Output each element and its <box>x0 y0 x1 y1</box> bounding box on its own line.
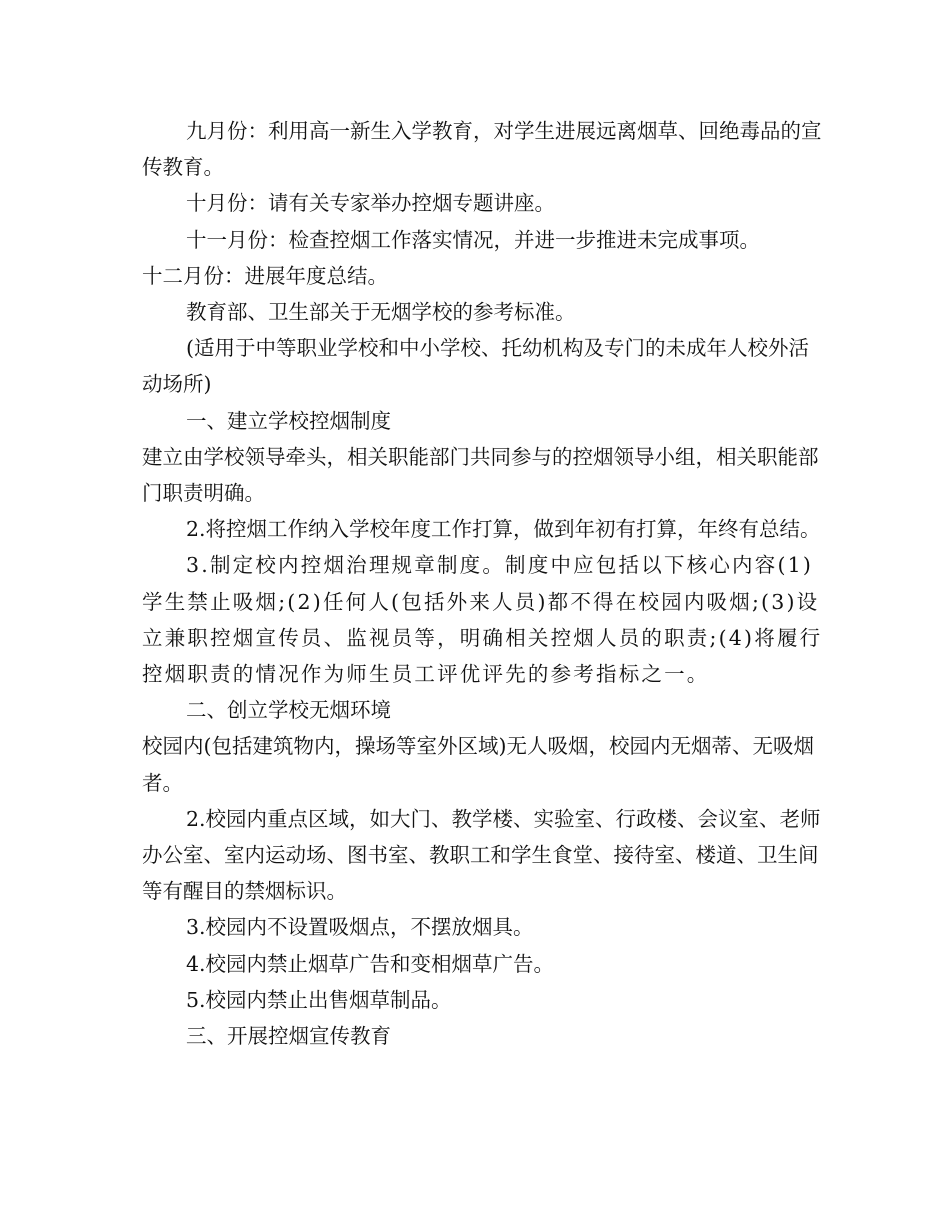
paragraph-scope-note: (适用于中等职业学校和中小学校、托幼机构及专门的未成年人校外活动场所) <box>142 336 809 397</box>
paragraph-1-2: 2.将控烟工作纳入学校年度工作打算，做到年初有打算，年终有总结。 <box>186 517 821 542</box>
paragraph-2-5: 5.校园内禁止出售烟草制品。 <box>186 987 452 1012</box>
paragraph-1-3: 3.制定校内控烟治理规章制度。制度中应包括以下核心内容(1)学生禁止吸烟;(2)任何人(包括外来人员)都不得在校园内吸烟;(3)设立兼职控烟宣传员、监视员等，明确相关控烟人员的职责;(4)将履行控烟职责的情况作为师生员工评优评先的参考指标之一。 <box>142 553 823 687</box>
paragraph-2-2: 2.校园内重点区域，如大门、教学楼、实验室、行政楼、会议室、老师办公室、室内运动场、图书室、教职工和学生食堂、接待室、楼道、卫生间等有醒目的禁烟标识。 <box>142 806 821 904</box>
document-body <box>142 113 824 1054</box>
paragraph-2-1: 校园内(包括建筑物内，操场等室外区域)无人吸烟，校园内无烟蒂、无吸烟者。 <box>142 734 814 795</box>
paragraph-december: 十二月份：进展年度总结。 <box>142 263 388 288</box>
section-heading-3: 三、开展控烟宣传教育 <box>186 1024 391 1049</box>
section-heading-1: 一、建立学校控烟制度 <box>186 408 391 433</box>
paragraph-november: 十一月份：检查控烟工作落实情况，并进一步推进未完成事项。 <box>186 227 760 252</box>
paragraph-october: 十月份：请有关专家举办控烟专题讲座。 <box>186 191 555 216</box>
paragraph-september: 九月份：利用高一新生入学教育，对学生进展远离烟草、回绝毒品的宣传教育。 <box>142 119 822 180</box>
paragraph-2-4: 4.校园内禁止烟草广告和变相烟草广告。 <box>186 951 555 976</box>
paragraph-1-1: 建立由学校领导牵头，相关职能部门共同参与的控烟领导小组，相关职能部门职责明确。 <box>142 444 819 506</box>
paragraph-standard-title: 教育部、卫生部关于无烟学校的参考标准。 <box>186 300 576 325</box>
paragraph-2-3: 3.校园内不设置吸烟点，不摆放烟具。 <box>186 915 534 940</box>
section-heading-2: 二、创立学校无烟环境 <box>186 698 391 723</box>
